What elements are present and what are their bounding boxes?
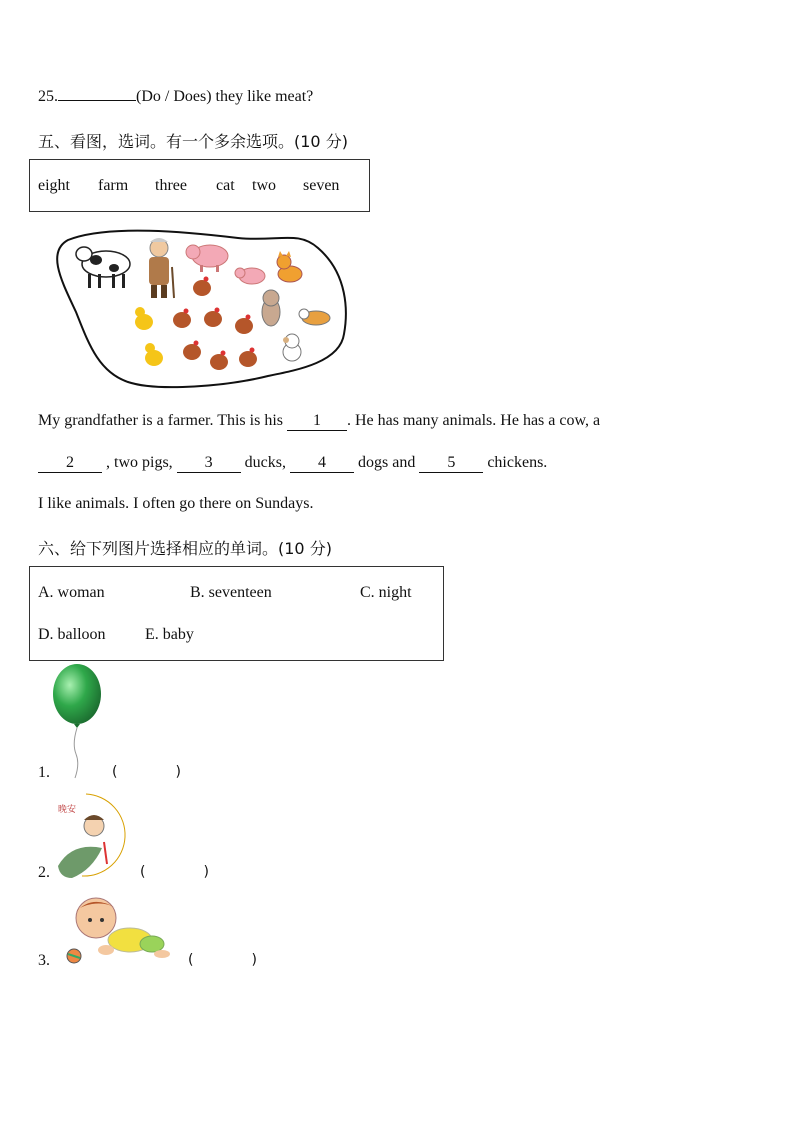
duck-icon <box>135 307 163 366</box>
word-bank-box <box>29 159 370 212</box>
section-6-heading: 六、给下列图片选择相应的单词。(10 分) <box>38 539 332 558</box>
answer-blank[interactable] <box>58 100 136 101</box>
grandfather-icon <box>149 238 174 298</box>
dog-icon <box>283 334 301 361</box>
picture-item-2 <box>38 790 238 884</box>
answer-paren[interactable]: ( ) <box>188 952 257 968</box>
pig-icon <box>235 268 265 284</box>
passage-text: . He has many animals. He has a cow, a <box>346 412 601 429</box>
passage-line-1 <box>38 412 600 431</box>
question-text: they like meat? <box>215 88 314 105</box>
word-option: eight <box>38 177 70 194</box>
passage-line-3: I like animals. I often go there on Sundays. <box>38 495 314 512</box>
options-box <box>29 566 444 661</box>
question-number: 25. <box>38 88 58 105</box>
balloon-icon <box>50 664 106 780</box>
dog-icon <box>262 290 280 326</box>
cat-icon <box>277 251 302 282</box>
chicken-icon <box>173 280 257 370</box>
passage-text: ducks, <box>244 454 286 471</box>
pig-icon <box>186 245 228 272</box>
passage-text: chickens. <box>487 454 548 471</box>
dog-icon <box>299 309 330 325</box>
answer-blank-2[interactable]: 2 <box>38 454 102 473</box>
baby-icon <box>62 894 172 970</box>
item-number: 3. <box>38 952 50 969</box>
option-item: E. baby <box>145 626 194 643</box>
word-option: seven <box>303 177 340 194</box>
answer-blank-1[interactable]: 1 <box>287 412 347 431</box>
picture-item-1 <box>38 664 238 780</box>
option-item: A. woman <box>38 584 105 601</box>
section-5-heading: 五、看图，选词。有一个多余选项。(10 分) <box>38 132 348 151</box>
item-number: 1. <box>38 764 50 781</box>
answer-paren[interactable]: ( ) <box>112 764 181 780</box>
option-item: C. night <box>360 584 412 601</box>
picture-text: 晚安 <box>58 805 77 815</box>
question-25 <box>38 88 313 106</box>
option-item: D. balloon <box>38 626 106 643</box>
word-option: cat <box>216 177 235 194</box>
word-option: three <box>155 177 187 194</box>
answer-blank-3[interactable]: 3 <box>177 454 241 473</box>
answer-blank-4[interactable]: 4 <box>290 454 354 473</box>
word-option: farm <box>98 177 129 194</box>
item-number: 2. <box>38 864 50 881</box>
picture-item-3 <box>38 894 278 974</box>
moon-night-icon <box>52 790 132 882</box>
word-option: two <box>252 177 276 194</box>
passage-text: My grandfather is a farmer. This is his <box>38 412 283 429</box>
option-item: B. seventeen <box>190 584 272 601</box>
passage-text: dogs and <box>358 454 416 471</box>
answer-paren[interactable]: ( ) <box>140 864 209 880</box>
answer-blank-5[interactable]: 5 <box>419 454 483 473</box>
cow-icon <box>76 247 130 288</box>
passage-text: , two pigs, <box>106 454 173 471</box>
passage-line-2 <box>38 454 547 473</box>
question-options: (Do / Does) <box>136 88 212 105</box>
farm-illustration <box>48 222 352 394</box>
